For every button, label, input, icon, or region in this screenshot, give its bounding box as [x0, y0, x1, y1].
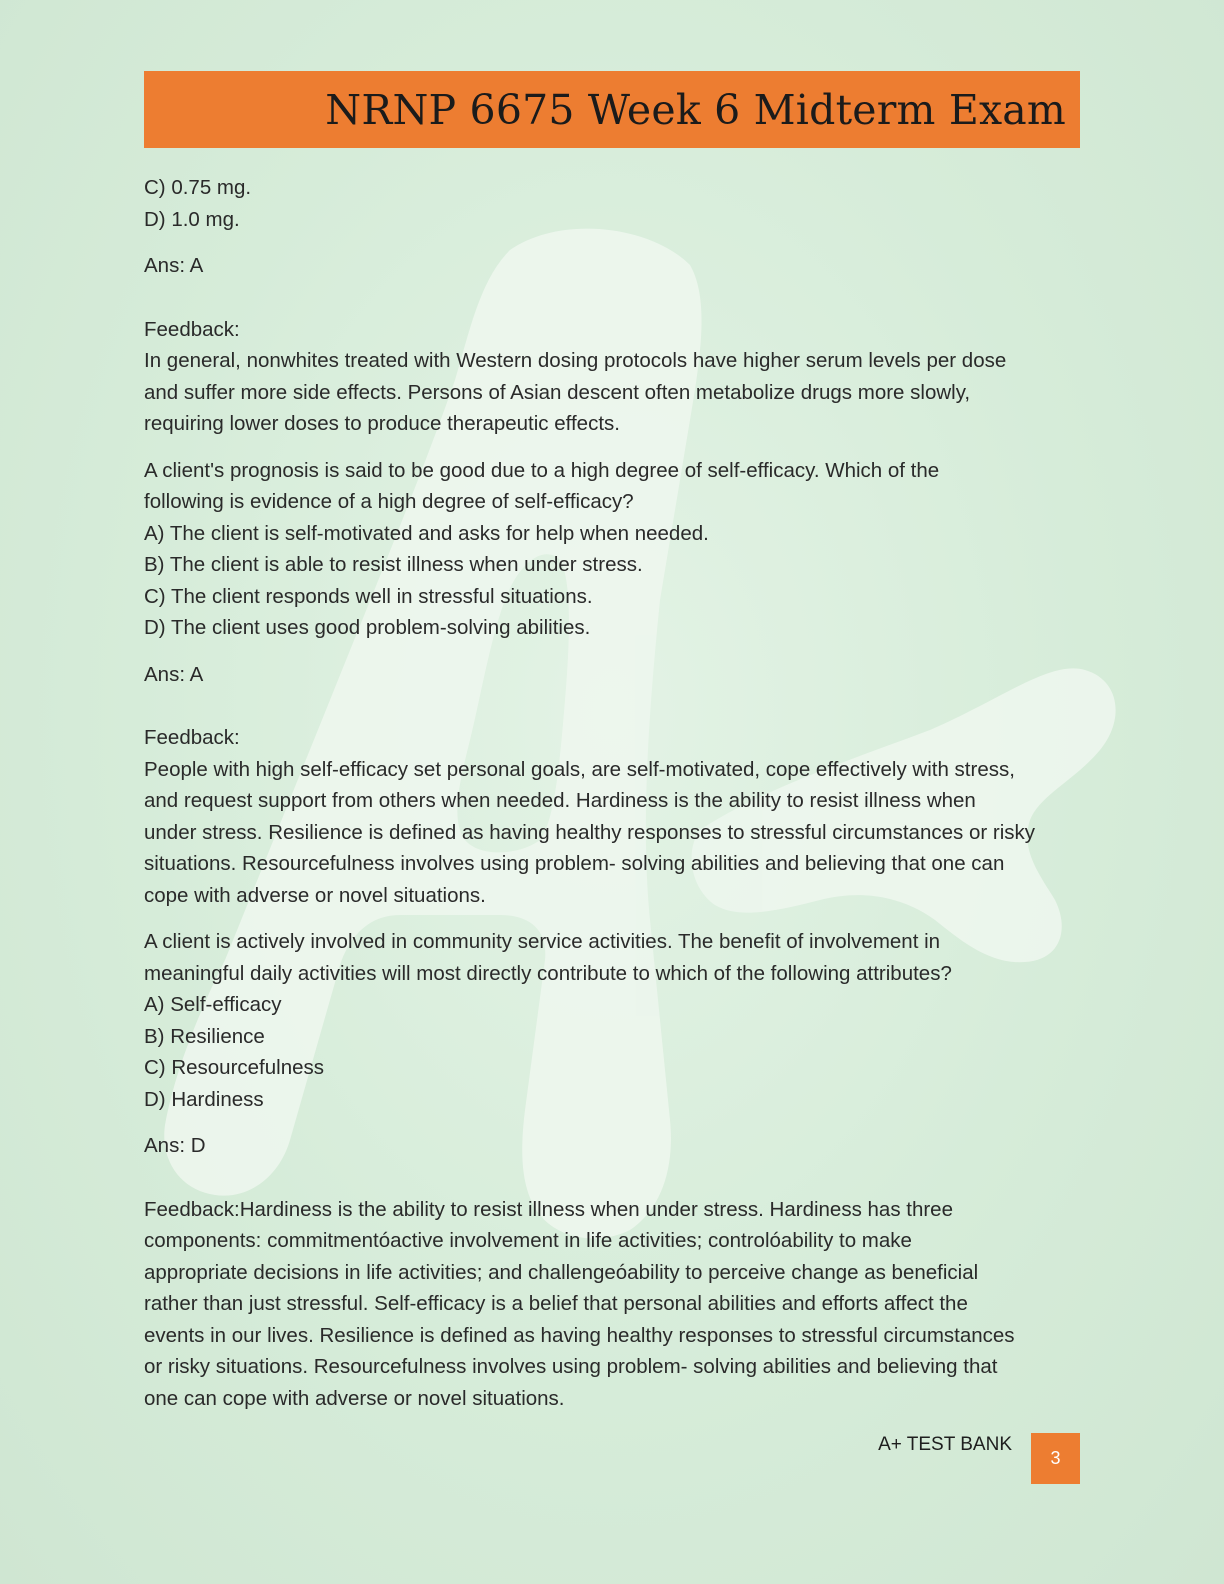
exam-content	[144, 172, 1080, 1414]
q2-option-b: B) Resilience	[144, 1024, 265, 1048]
q2-feedback-line: or risky situations. Resourcefulness involves using problem- solving abilities and believing that	[144, 1355, 998, 1378]
q0-feedback-line: requiring lower doses to produce therapeutic effects.	[144, 412, 620, 435]
q0-feedback-line: In general, nonwhites treated with Western dosing protocols have higher serum levels per dose	[144, 349, 1007, 372]
q2-feedback-line: events in our lives. Resilience is defined as having healthy responses to stressful circumstances	[144, 1323, 1015, 1347]
q1-feedback-line: cope with adverse or novel situations.	[144, 883, 486, 907]
q0-option-d: D) 1.0 mg.	[144, 207, 240, 231]
q1-option-a: A) The client is self-motivated and asks for help when needed.	[144, 521, 709, 545]
q1-answer: Ans: A	[144, 662, 204, 686]
q2-stem-line: A client is actively involved in community service activities. The benefit of involvement in	[144, 930, 941, 953]
q1-stem-line: following is evidence of a high degree of self-efficacy?	[144, 490, 634, 513]
q1-option-d: D) The client uses good problem-solving abilities.	[144, 616, 591, 639]
q1-feedback-line: People with high self-efficacy set personal goals, are self-motivated, cope effectively with stress,	[144, 757, 1015, 781]
footer-label: A+ TEST BANK	[878, 1434, 1012, 1455]
q2-feedback-line: Feedback:Hardiness is the ability to resist illness when under stress. Hardiness has three	[144, 1197, 953, 1221]
q0-feedback-label: Feedback:	[144, 317, 240, 341]
q2-feedback-line: rather than just stressful. Self-efficacy is a belief that personal abilities and efforts affect the	[144, 1292, 968, 1315]
q1-option-b: B) The client is able to resist illness when under stress.	[144, 553, 643, 576]
q2-stem-line: meaningful daily activities will most directly contribute to which of the following attributes?	[144, 961, 952, 985]
q2-feedback-line: appropriate decisions in life activities; and challengeóability to perceive change as beneficial	[144, 1260, 979, 1284]
q0-answer: Ans: A	[144, 254, 204, 277]
q2-option-a: A) Self-efficacy	[144, 993, 282, 1016]
page-title: NRNP 6675 Week 6 Midterm Exam	[325, 85, 1066, 134]
q1-feedback-line: and request support from others when needed. Hardiness is the ability to resist illness when	[144, 789, 976, 812]
header-bar	[144, 71, 1080, 148]
q1-feedback-line: situations. Resourcefulness involves using problem- solving abilities and believing that one can	[144, 852, 1005, 875]
q1-option-c: C) The client responds well in stressful situations.	[144, 584, 593, 608]
q2-answer: Ans: D	[144, 1134, 206, 1157]
q1-stem-line: A client's prognosis is said to be good due to a high degree of self-efficacy. Which of the	[144, 458, 940, 482]
q1-feedback-line: under stress. Resilience is defined as having healthy responses to stressful circumstances or risky	[144, 820, 1036, 844]
q2-option-d: D) Hardiness	[144, 1087, 264, 1111]
page-number: 3	[1031, 1433, 1080, 1484]
q1-feedback-label: Feedback:	[144, 726, 240, 749]
q0-feedback-line: and suffer more side effects. Persons of Asian descent often metabolize drugs more slowly,	[144, 380, 971, 404]
q2-feedback-line: one can cope with adverse or novel situations.	[144, 1386, 565, 1410]
q2-option-c: C) Resourcefulness	[144, 1056, 325, 1079]
q0-option-c: C) 0.75 mg.	[144, 176, 252, 199]
q2-feedback-line: components: commitmentóactive involvement in life activities; controlóability to make	[144, 1229, 912, 1252]
